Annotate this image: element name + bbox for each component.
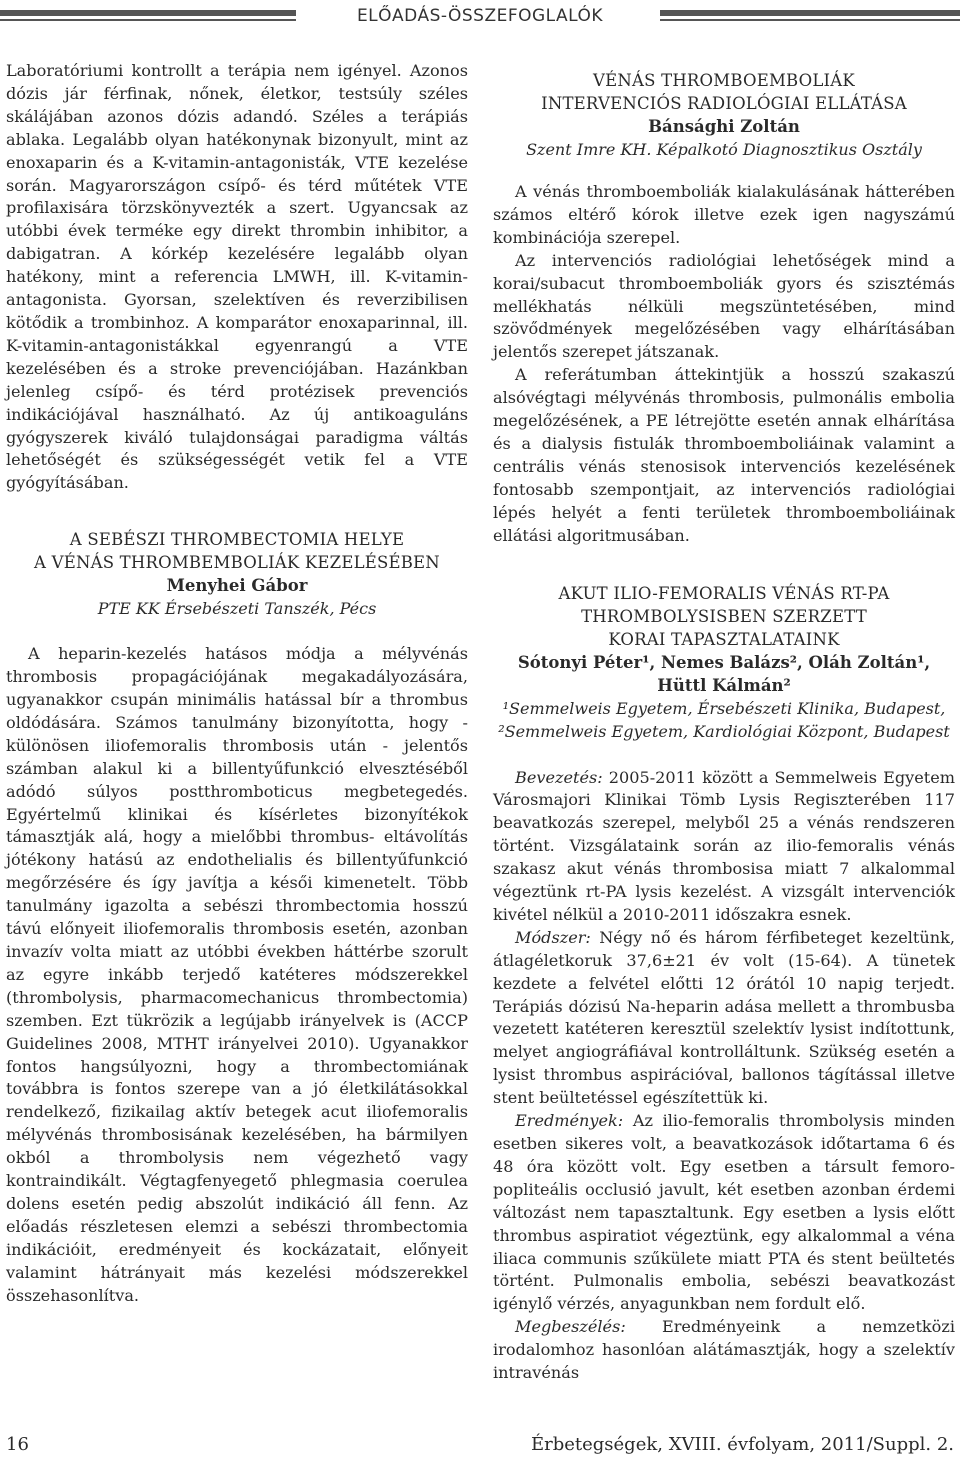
journal-citation: Érbetegségek, XVIII. évfolyam, 2011/Suppl. 2. — [530, 1434, 954, 1455]
abstract2-authors-line2: Hüttl Kálmán² — [657, 675, 791, 695]
section-title: ELŐADÁS-ÖSSZEFOGLALÓK — [356, 6, 604, 26]
abstract1-paragraph1: A vénás thromboemboliák kialakulásának hátterében számos eltérő kórok illetve ezek igen nagyszámú kombinációja szerepel. — [493, 182, 955, 247]
abstract2-affiliation1: ¹Semmelweis Egyetem, Érsebészeti Klinika, Budapest, — [502, 698, 946, 718]
abstract2-authors-line1: Sótonyi Péter¹, Nemes Balázs², Oláh Zoltán¹, — [517, 652, 931, 672]
abstract1-title-line1: VÉNÁS THROMBOEMBOLIÁK — [593, 71, 855, 90]
abstract2-methods — [493, 927, 955, 1110]
abstract2-title-line1: AKUT ILIO-FEMORALIS VÉNÁS RT-PA — [558, 583, 890, 603]
abstract2-title-line3: KORAI TAPASZTALATAINK — [608, 629, 840, 649]
abstract1-title-line2: INTERVENCIÓS RADIOLÓGIAI ELLÁTÁSA — [541, 94, 907, 113]
article-affiliation: PTE KK Érsebészeti Tanszék, Pécs — [97, 599, 377, 619]
introduction-text: 2005-2011 között a Semmelweis Egyetem Városmajori Klinikai Tömb Lysis Regiszterében 117 beavatkozás szerepel, melyből 25 a vénás rendszeren történt. Vizsgálataink során az ilio-femoralis vénás szakasz akut vénás thrombosisa miatt 7 alkalommal végeztünk rt-PA lysis kezelést. A vizsgált intervenciók kivétel nélkül a 2010-2011 időszakra esnek. — [493, 767, 955, 924]
abstract2-title-line2: THROMBOLYSISBEN SZERZETT — [581, 606, 867, 626]
abstract1-author: Bánsághi Zoltán — [648, 117, 800, 136]
right-column — [493, 60, 955, 1385]
header-rule-right-thin — [660, 19, 960, 21]
abstract2-introduction — [493, 767, 955, 927]
article-title-line2: A VÉNÁS THROMBEMBOLIÁK KEZELÉSÉBEN — [34, 553, 440, 573]
header-rule-right-thick — [660, 10, 960, 16]
discussion-text: Eredményeink a nemzetközi irodalomhoz hasonlóan alátámasztják, hogy a szelektív intravénás — [493, 1317, 955, 1383]
methods-text: Négy nő és három férfibeteget kezeltünk, átlagéletkoruk 37,6±21 év volt (15-64). A tünetek kezdete a felvétel előtti 12 órától 10 napig terjedt. Terápiás dózisú Na-heparin adása mellett a thrombusba vezetett katéteren keresztül szelektív lysist indítottunk, melyet angiográfiával kontrolláltunk. Szükség esetén a lysist thrombus aspirációval, ballonos tágítással illetve stent beültetéssel egészítettük ki. — [493, 927, 955, 1108]
article-author: Menyhei Gábor — [166, 576, 308, 596]
results-text: Az ilio-femoralis thrombolysis minden esetben sikeres volt, a beavatkozások időtartama 6 és 48 óra között volt. Egy esetben a társult femoro-popliteális occlusió javult, két esetben azonban érdemi változást nem tapasztaltunk. Egy esetben a lysis előtt thrombus aspiratiot végeztünk, egy alkalommal a véna iliaca communis szűkülete miatt PTA és stent beültetés történt. Pulmonalis embolia, sebészi beavatkozást igénylő vérzés, anyagunkban nem fordult elő. — [493, 1111, 955, 1314]
article-body: A heparin-kezelés hatásos módja a mélyvénás thrombosis propagációjának megakadályozására, ugyanakkor csupán minimális hatással bír a thrombus oldódására. Számos tanulmány bizonyította, hogy - különösen iliofemoralis thrombosis után - jelentős számban alakul ki a billentyűfunkció elvesztéséből adódó súlyos postthromboticus megbetegedés. Egyértelmű klinikai és kísérletes bizonyítékok támasztják alá, hogy a mielőbbi thrombus- eltávolítás jótékony hatású az endothelialis és billentyűfunkció megőrzésére és így javítja a késői kimenetelt. Több tanulmány igazolta a sebészi thrombectomia hosszú távú előnyeit iliofemoralis thrombosis esetén, azonban invazív volta miatt az utóbbi években háttérbe szorult az egyre inkább terjedő katéteres módszerekkel (thrombolysis, pharmacomechanicus thrombectomia) szemben. Ezt tükrözik a legújabb irányelvek is (ACCP Guidelines 2008, MTHT irányelvei 2010). Ugyanakkor fontos hangsúlyozni, hogy a thrombectomiának továbbra is fontos szerepe van a jó életkilátásokkal rendelkező, fizikailag aktív betegek acut iliofemoralis mélyvénás thrombosisának kezelésében, ha bármilyen okból a thrombolysis nem végezhető vagy kontraindikált. Végtagfenyegető phlegmasia coerulea dolens esetén pedig abszolút indikáció áll fenn. Az előadás részletesen elemzi a sebészi thrombectomia indikációit, eredményeit és kockázatait, előnyeit valamint hátrányait más kezelési módszerekkel összehasonlítva. — [6, 644, 468, 1305]
abstract1-affiliation: Szent Imre KH. Képalkotó Diagnosztikus Osztály — [526, 140, 922, 159]
discussion-label: Megbeszélés: — [515, 1317, 626, 1337]
results-label: Eredmények: — [515, 1111, 624, 1131]
abstract1-paragraph3: A referátumban áttekintjük a hosszú szakaszú alsóvégtagi mélyvénás thrombosis, pulmonális embolia megelőzésének, a PE létrejötte esetén annak elhárítása és a dialysis fistulák thromboemboliáinak valamint a centrális vénás stenosisok intervenciós kezelésének fontosabb szempontjait, az intervenciós radiológiai lépés helyét a fenti területek thromboemboliáinak ellátási algoritmusában. — [493, 365, 955, 545]
methods-label: Módszer: — [515, 927, 591, 947]
introduction-label: Bevezetés: — [515, 767, 603, 787]
article-title-line1: A SEBÉSZI THROMBECTOMIA HELYE — [69, 530, 405, 550]
intro-paragraph: Laboratóriumi kontrollt a terápia nem igényel. Azonos dózis jár férfinak, nőnek, életkor, testsúly széles skálájában azonos dózis adandó. Széles a terápiás ablaka. Legalább olyan hatékonynak bizonyult, mint az enoxaparin és a K-vitamin-antagonisták, VTE kezelése során. Magyarországon csípő- és térd műtétek VTE profilaxisára törzskönyvezték a szert. Ugyancsak az utóbbi évek terméke egy direkt thrombin inhibitor, a dabigatran. A kórkép kezelésére legalább olyan hatékony, mint a referencia LMWH, ill. K-vitamin-antagonista. Gyorsan, szelektíven és reverzibilisen kötődik a trombinhoz. A komparátor enoxaparinnal, ill. K-vitamin-antagonistákkal egyenrangú a VTE kezelésében és a stroke prevenciójában. Hazánkban jelenleg csípő- és térd protézisek prevenciós indikációjával használható. Az új antikoaguláns gyógyszerek kiváló tulajdonságai paradigma váltás lehetőségét és szükségességét vetik fel a VTE gyógyításában. — [6, 61, 468, 493]
abstract2-affiliation2: ²Semmelweis Egyetem, Kardiológiai Központ, Budapest — [498, 721, 950, 741]
abstract1-paragraph2: Az intervenciós radiológiai lehetőségek mind a korai/subacut thromboemboliák gyors és szisztémás mellékhatás nélküli megszüntetésében, mind szövődmények megelőzésében vagy elhárításában jelentős szerepet játszanak. — [493, 250, 955, 362]
left-column — [6, 60, 468, 1308]
abstract2-results — [493, 1110, 955, 1316]
page-header — [0, 0, 960, 40]
page-number: 16 — [6, 1434, 29, 1455]
abstract2-discussion — [493, 1316, 955, 1385]
